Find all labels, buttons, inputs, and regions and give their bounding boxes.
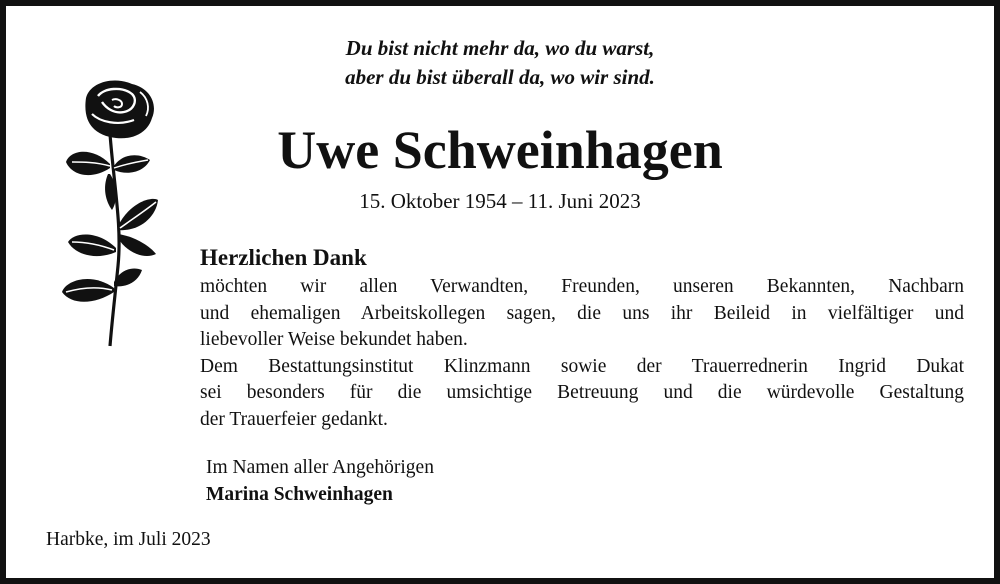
signoff-intro: Im Namen aller Angehörigen	[206, 457, 434, 478]
thanks-paragraph-1	[200, 274, 964, 354]
signoff	[206, 454, 434, 508]
quote-line-2: aber du bist überall da, wo wir sind.	[345, 65, 655, 89]
place-date: Harbke, im Juli 2023	[46, 529, 211, 550]
thanks-heading: Herzlichen Dank	[200, 245, 367, 270]
signer-name: Marina Schweinhagen	[206, 484, 393, 505]
quote-line-1: Du bist nicht mehr da, wo du warst,	[345, 36, 655, 60]
paragraph-1-line: und ehemaligen Arbeitskollegen sagen, die uns ihr Beileid in vielfältiger und	[200, 302, 964, 324]
paragraph-2-line: sei besonders für die umsichtige Betreuung und die würdevolle Gestaltung	[200, 382, 964, 403]
thanks-block	[200, 242, 964, 433]
paragraph-1-line: liebevoller Weise bekundet haben.	[200, 329, 468, 350]
paragraph-2-line: der Trauerfeier gedankt.	[200, 408, 388, 430]
deceased-name: Uwe Schweinhagen	[277, 120, 723, 180]
thanks-paragraph-2	[200, 354, 964, 434]
paragraph-2-line: Dem Bestattungsinstitut Klinzmann sowie der Trauerrednerin Ingrid Dukat	[200, 355, 964, 377]
paragraph-1-line: möchten wir allen Verwandten, Freunden, unseren Bekannten, Nachbarn	[200, 276, 964, 297]
life-dates: 15. Oktober 1954 – 11. Juni 2023	[359, 189, 641, 213]
